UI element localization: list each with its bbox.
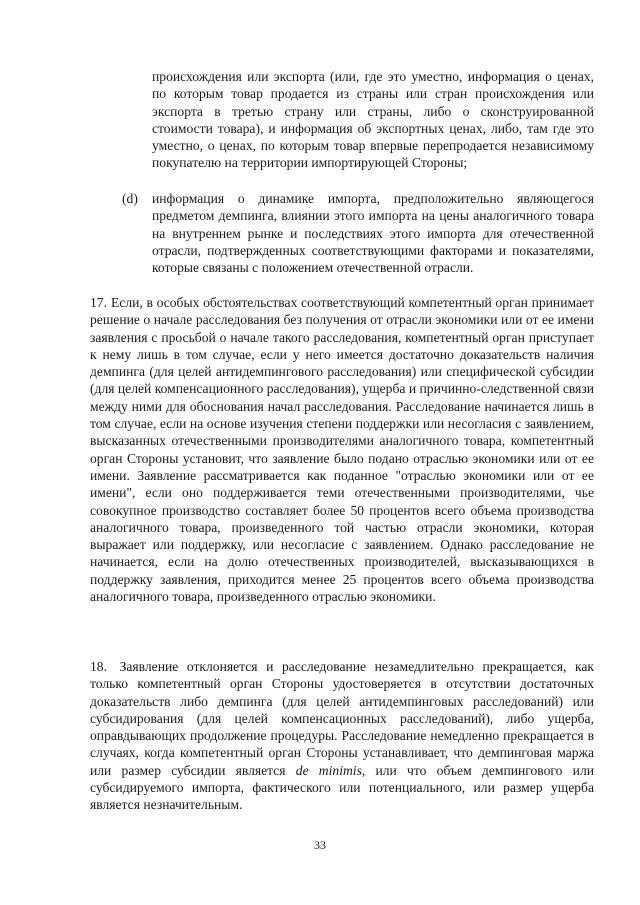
paragraph-18: [90, 658, 594, 814]
paragraph-17: [90, 294, 594, 605]
list-item-text: информация о динамике импорта, предположительно являющегося предметом демпинга, влиянии этого импорта на цены аналогичного товара на внутреннем рынке и последствиях этого импорта для отечественной отрасли, подтвержденных соответствующими факторами и показателями, которые связаны с положением отечественной отрасли.: [152, 191, 594, 276]
paragraph-text-before: Заявление отклоняется и расследование незамедлительно прекращается, как только компетентный орган Стороны удостоверяется в отсутствии достаточных доказательств либо демпинга (для целей антидемпинговых расследований) или субсидирования (для целей компенсационных расследований), либо ущерба, оправдывающих продолжение процедуры. Расследование немедленно прекращается в случаях, когда компетентный орган Стороны устанавливает, что демпинговая маржа или размер субсидии является: [90, 659, 594, 778]
paragraph-text-after: , или что объем демпингового или субсидируемого импорта, фактического или потенциального, или размер ущерба является незначительным.: [90, 762, 595, 813]
latin-term: de minimis: [295, 762, 362, 778]
paragraph-number: 18.: [90, 659, 107, 674]
paragraph-number: 17.: [90, 295, 107, 310]
page-number: 33: [314, 838, 326, 852]
paragraph-text: Если, в особых обстоятельствах соответствующий компетентный орган принимает решение о начале расследования без получения от отрасли экономики или от ее имени заявления с просьбой о начале такого расследования, компетентный орган приступает к нему лишь в том случае, если у него имеется достаточно доказательств наличия демпинга (для целей антидемпингового расследования) или специфической субсидии (для целей компенсационного расследования), ущерба и причинно-следственной связи между ними для обоснования начал расследования. Расследование начинается лишь в том случае, если на основе изучения степени поддержки или несогласия с заявлением, высказанных отечественными производителями аналогичного товара, компетентный орган Стороны установит, что заявление было подано отраслью экономики или от ее имени. Заявление рассматривается как поданное "отраслью экономики или от ее имени", если оно поддерживается теми отечественными производителями, чье совокупное производство составляет более 50 процентов всего объема производства аналогичного товара, произведенного той частью отрасли экономики, которая выражает или поддержку, или несогласие с заявлением. Однако расследование не начинается, если на долю отечественных производителей, высказывающихся в поддержку заявления, приходится менее 25 процентов всего объема производства аналогичного товара, произведенного отраслью экономики.: [90, 295, 594, 605]
list-item-d: [122, 190, 594, 276]
continuation-text: происхождения или экспорта (или, где это уместно, информация о ценах, по которым товар продается из страны или стран происхождения или экспорта в третью страну или страны, либо о сконструированной стоимости товара), и информация об экспортных ценах, либо, там где это уместно, о ценах, по которым товар впервые перепродается независимому покупателю на территории импортирующей Стороны;: [152, 69, 594, 171]
list-item-marker: (d): [122, 191, 138, 206]
